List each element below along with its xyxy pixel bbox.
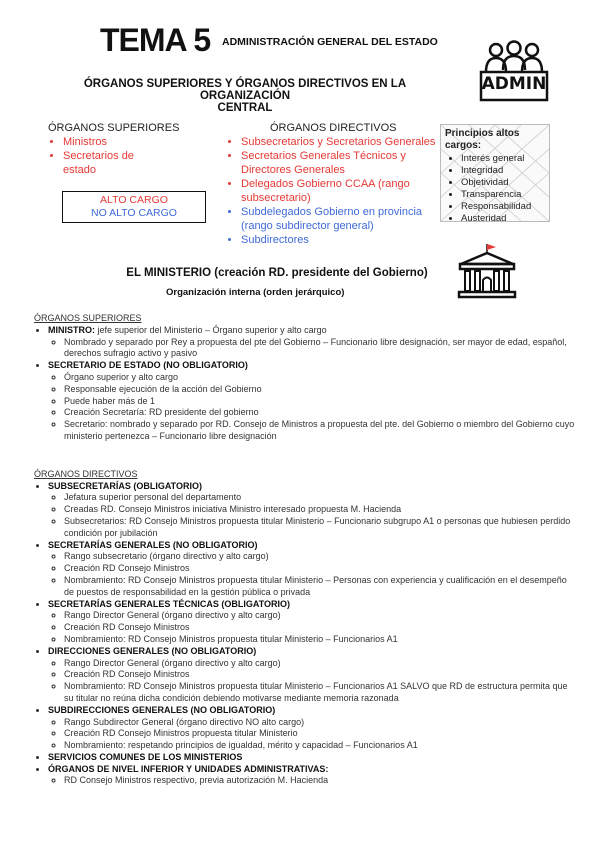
directivos-list bbox=[226, 135, 438, 247]
sub-item: ◦ Nombramiento: RD Consejo Ministros propuesta titular Ministerio – Personas con experiencia y cualificación en el desempeño de puestos de responsabilidad en la gestión pública o privada bbox=[64, 575, 578, 599]
dg-tag: (NO OBLIGATORIO) bbox=[171, 645, 257, 656]
admin-icon bbox=[478, 40, 550, 104]
sub-item: ◦ Nombramiento: respetando principios de igualdad, mérito y capacidad – Funcionarios A1 bbox=[64, 740, 578, 752]
main-content bbox=[34, 313, 578, 787]
principio-item: • Responsabilidad bbox=[461, 201, 549, 213]
alto-cargo-label: ALTO CARGO bbox=[100, 194, 168, 206]
directivos-detail-list bbox=[34, 481, 578, 788]
sub-item: ◦ Creación RD Consejo Ministros bbox=[64, 669, 578, 681]
secretario-tag: (NO OBLIGATORIO) bbox=[163, 360, 248, 371]
ministro-item bbox=[48, 325, 578, 360]
sub-item: ◦ Puede haber más de 1 bbox=[64, 396, 578, 408]
nivel-item bbox=[48, 764, 578, 788]
sub-item: ◦ Rango Subdirector General (órgano directivo NO alto cargo) bbox=[64, 717, 578, 729]
superiores-detail-list bbox=[34, 325, 578, 443]
tema-title: TEMA 5 bbox=[100, 22, 211, 58]
sub-item: ◦ Nombrado y separado por Rey a propuesta del pte del Gobierno – Funcionario libre designación, ser mayor de edad, español, derechos sufragio activo y pasivo bbox=[64, 337, 578, 361]
sub-item: ◦ Secretario: nombrado y separado por RD. Consejo de Ministros a propuesta del pte. del Gobierno o miembro del Gobierno cuyo ministerio pertenezca – Funcionario libre designación bbox=[64, 419, 578, 443]
cargo-legend-box bbox=[62, 191, 206, 223]
sub-item: ◦ Creación RD Consejo Ministros bbox=[64, 563, 578, 575]
sgt-item bbox=[48, 599, 578, 646]
principio-item: • Transparencia bbox=[461, 189, 549, 201]
section-title-line1: ÓRGANOS SUPERIORES Y ÓRGANOS DIRECTIVOS EN LA ORGANIZACIÓN bbox=[83, 78, 407, 102]
sub-item: ◦ Creación Secretaría: RD presidente del gobierno bbox=[64, 407, 578, 419]
sub-item: ◦ Nombramiento: RD Consejo Ministros propuesta titular Ministerio – Funcionarios A1 bbox=[64, 634, 578, 646]
secretario-label: SECRETARIO DE ESTADO bbox=[48, 360, 161, 371]
tema-subtitle: ADMINISTRACIÓN GENERAL DEL ESTADO bbox=[222, 36, 438, 48]
sub-item: ◦ Responsable ejecución de la acción del Gobierno bbox=[64, 384, 578, 396]
section-title bbox=[80, 78, 410, 114]
admin-label: ADMIN bbox=[481, 74, 547, 94]
superiores-item: • Ministros bbox=[63, 135, 208, 149]
servicios-label: SERVICIOS COMUNES DE LOS MINISTERIOS bbox=[48, 751, 243, 762]
sub-item: ◦ Jefatura superior personal del departamento bbox=[64, 492, 578, 504]
sub-item: ◦ Órgano superior y alto cargo bbox=[64, 372, 578, 384]
ministro-text: jefe superior del Ministerio – Órgano superior y alto cargo bbox=[95, 324, 327, 335]
ministerio-subtitle: Organización interna (orden jerárquico) bbox=[166, 287, 345, 298]
subsecretarias-item bbox=[48, 481, 578, 540]
superiores-column bbox=[48, 121, 208, 177]
directivos-heading: ÓRGANOS DIRECTIVOS bbox=[34, 468, 138, 479]
sg-label: SECRETARÍAS GENERALES bbox=[48, 539, 171, 550]
directivos-item: • Subdelegados Gobierno en provincia (rango subdirector general) bbox=[241, 205, 438, 233]
superiores-title: ÓRGANOS SUPERIORES bbox=[48, 122, 180, 134]
ministerio-title: EL MINISTERIO (creación RD. presidente del Gobierno) bbox=[126, 267, 428, 279]
sg-item bbox=[48, 540, 578, 599]
sub-item: ◦ Creadas RD. Consejo Ministros iniciativa Ministro interesado propuesta M. Hacienda bbox=[64, 504, 578, 516]
ministro-label: MINISTRO: bbox=[48, 324, 95, 335]
directivos-item: • Subdirectores bbox=[241, 233, 438, 247]
dg-item bbox=[48, 646, 578, 705]
sdg-label: SUBDIRECCIONES GENERALES bbox=[48, 704, 189, 715]
directivos-title: ÓRGANOS DIRECTIVOS bbox=[270, 122, 397, 134]
sgt-label: SECRETARÍAS GENERALES TÉCNICAS bbox=[48, 598, 219, 609]
sub-item: ◦ Rango subsecretario (órgano directivo y alto cargo) bbox=[64, 551, 578, 563]
directivos-item: • Secretarios Generales Técnicos y Directores Generales bbox=[241, 149, 438, 177]
sub-item: ◦ Subsecretarios: RD Consejo Ministros propuesta titular Ministerio – Funcionario subgrupo A1 o personas que hubiesen perdido condición por jubilación bbox=[64, 516, 578, 540]
directivos-item: • Subsecretarios y Secretarios Generales bbox=[241, 135, 438, 149]
nivel-label: ÓRGANOS DE NIVEL INFERIOR Y UNIDADES ADMINISTRATIVAS: bbox=[48, 763, 329, 774]
sub-item: ◦ Rango Director General (órgano directivo y alto cargo) bbox=[64, 658, 578, 670]
principio-item: • Objetividad bbox=[461, 177, 549, 189]
sub-item: ◦ Nombramiento: RD Consejo Ministros propuesta titular Ministerio – Funcionarios A1 SALVO que RD de estructura permita que su titular no reúna dicha condición debiendo motivarse mediante memoria razonada bbox=[64, 681, 578, 705]
principio-item: • Austeridad bbox=[461, 213, 549, 225]
sdg-item bbox=[48, 705, 578, 752]
no-alto-cargo-label: NO ALTO CARGO bbox=[91, 207, 177, 219]
subsecretarias-label: SUBSECRETARÍAS bbox=[48, 480, 131, 491]
principios-list bbox=[441, 153, 549, 225]
sub-item: ◦ RD Consejo Ministros respectivo, previa autorización M. Hacienda bbox=[64, 775, 578, 787]
section-title-line2: CENTRAL bbox=[217, 102, 273, 114]
sub-item: ◦ Creación RD Consejo Ministros propuesta titular Ministerio bbox=[64, 728, 578, 740]
secretario-item bbox=[48, 360, 578, 443]
principios-box bbox=[440, 124, 550, 222]
sub-item: ◦ Rango Director General (órgano directivo y alto cargo) bbox=[64, 610, 578, 622]
directivos-item: • Delegados Gobierno CCAA (rango subsecretario) bbox=[241, 177, 438, 205]
building-icon bbox=[456, 244, 518, 302]
directivos-column bbox=[226, 121, 438, 247]
sg-tag: (NO OBLIGATORIO) bbox=[172, 539, 258, 550]
principio-item: • Integridad bbox=[461, 165, 549, 177]
principios-title: Principios altos cargos: bbox=[445, 128, 520, 151]
subsecretarias-tag: (OBLIGATORIO) bbox=[133, 480, 203, 491]
servicios-item bbox=[48, 752, 578, 764]
principio-item: • Interés general bbox=[461, 153, 549, 165]
superiores-heading: ÓRGANOS SUPERIORES bbox=[34, 313, 142, 323]
sub-item: ◦ Creación RD Consejo Ministros bbox=[64, 622, 578, 634]
sdg-tag: (NO OBLIGATORIO) bbox=[190, 704, 276, 715]
sgt-tag: (OBLIGATORIO) bbox=[221, 598, 291, 609]
superiores-list bbox=[48, 135, 208, 177]
superiores-item: • Secretarios de estado bbox=[63, 149, 147, 177]
dg-label: DIRECCIONES GENERALES bbox=[48, 645, 170, 656]
